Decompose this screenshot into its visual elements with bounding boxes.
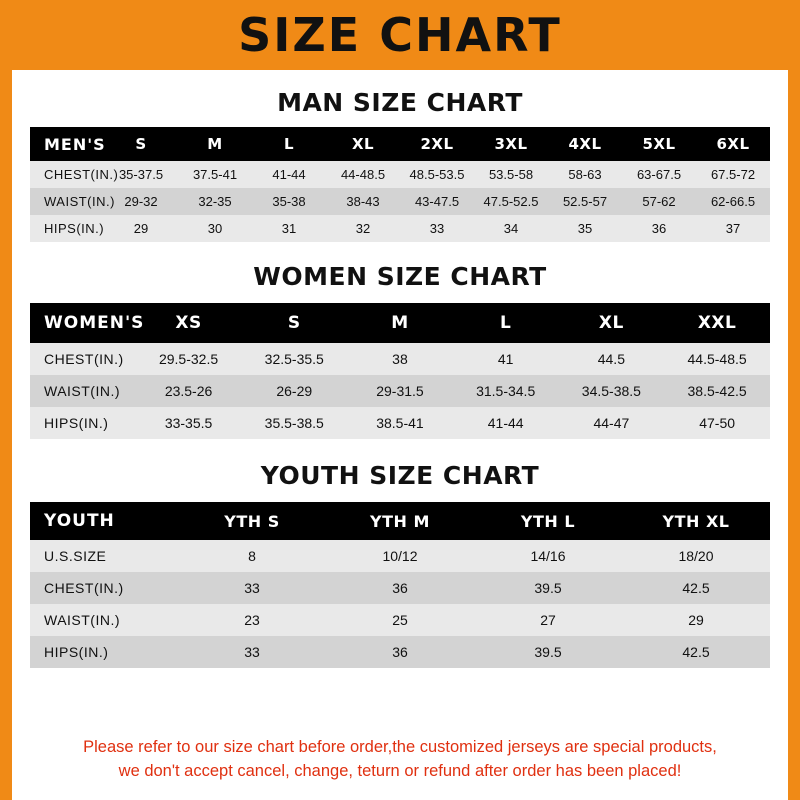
cell: 33-35.5	[164, 415, 213, 431]
footer-note	[30, 722, 770, 800]
cell: 44-47	[593, 415, 630, 431]
cell: 47.5-52.5	[483, 194, 539, 209]
cell: 38-43	[346, 194, 380, 209]
man-header-cell: XL	[351, 135, 375, 153]
cell: 26-29	[276, 383, 313, 399]
youth-header-cell: YOUTH	[44, 511, 115, 531]
row-label: CHEST(IN.)	[44, 167, 119, 182]
cell: 14/16	[530, 548, 566, 564]
man-table-header-row	[30, 127, 770, 161]
cell: 53.5-58	[488, 167, 534, 182]
row-label: WAIST(IN.)	[44, 383, 121, 399]
women-header-cell: WOMEN'S	[44, 313, 145, 333]
cell: 38.5-41	[376, 415, 424, 431]
cell: 36	[651, 221, 667, 236]
cell: 52.5-57	[562, 194, 608, 209]
cell: 33	[429, 221, 445, 236]
youth-header-cell: YTH S	[224, 511, 280, 531]
footer-note-line-1: Please refer to our size chart before order,the customized jerseys are special products,	[83, 738, 717, 757]
table-row	[30, 161, 770, 188]
cell: 37	[725, 221, 741, 236]
cell: 47-50	[699, 415, 736, 431]
cell: 33	[244, 644, 260, 660]
youth-table-header-row	[30, 502, 770, 540]
man-header-cell: 2XL	[420, 135, 454, 153]
youth-section-title: YOUTH SIZE CHART	[260, 461, 540, 490]
man-header-cell: S	[135, 135, 147, 153]
women-header-cell: L	[499, 313, 512, 333]
cell: 38.5-42.5	[687, 383, 747, 399]
cell: 41-44	[487, 415, 524, 431]
cell: 41	[497, 351, 514, 367]
cell: 29-31.5	[376, 383, 424, 399]
table-row	[30, 215, 770, 242]
page-title: SIZE CHART	[238, 8, 562, 62]
row-label: WAIST(IN.)	[44, 612, 121, 628]
cell: 18/20	[678, 548, 714, 564]
cell: 29-32	[124, 194, 158, 209]
youth-header-cell: YTH L	[520, 511, 576, 531]
cell: 31	[281, 221, 297, 236]
cell: 43-47.5	[414, 194, 460, 209]
man-header-cell: 3XL	[494, 135, 528, 153]
cell: 62-66.5	[710, 194, 756, 209]
youth-header-cell: YTH XL	[662, 511, 730, 531]
cell: 44.5-48.5	[687, 351, 747, 367]
cell: 33	[244, 580, 260, 596]
cell: 63-67.5	[636, 167, 682, 182]
cell: 34	[503, 221, 519, 236]
cell: 29	[133, 221, 149, 236]
women-section-title: WOMEN SIZE CHART	[253, 262, 547, 291]
cell: 31.5-34.5	[476, 383, 536, 399]
women-header-cell: XXL	[697, 313, 737, 333]
row-label: CHEST(IN.)	[44, 351, 124, 367]
cell: 36	[392, 644, 408, 660]
cell: 8	[248, 548, 256, 564]
cell: 35	[577, 221, 593, 236]
cell: 23	[244, 612, 260, 628]
women-header-cell: S	[287, 313, 301, 333]
cell: 38	[392, 351, 408, 367]
row-label: HIPS(IN.)	[44, 644, 109, 660]
women-header-cell: XS	[175, 313, 202, 333]
cell: 32-35	[198, 194, 232, 209]
cell: 36	[392, 580, 408, 596]
cell: 32	[355, 221, 371, 236]
cell: 10/12	[382, 548, 418, 564]
women-header-cell: M	[391, 313, 409, 333]
table-row	[30, 375, 770, 407]
cell: 67.5-72	[710, 167, 756, 182]
table-row	[30, 540, 770, 572]
cell: 27	[540, 612, 556, 628]
row-label: HIPS(IN.)	[44, 221, 105, 236]
table-row	[30, 636, 770, 668]
table-row	[30, 343, 770, 375]
table-row	[30, 604, 770, 636]
cell: 44.5	[597, 351, 625, 367]
man-header-cell: 4XL	[568, 135, 602, 153]
cell: 30	[207, 221, 223, 236]
cell: 29	[688, 612, 704, 628]
man-size-table	[30, 127, 770, 242]
content	[12, 70, 788, 800]
youth-header-cell: YTH M	[370, 511, 430, 531]
cell: 48.5-53.5	[409, 167, 465, 182]
cell: 34.5-38.5	[581, 383, 641, 399]
man-section-title: MAN SIZE CHART	[277, 88, 523, 117]
man-header-cell: MEN'S	[44, 134, 106, 154]
man-header-cell: M	[207, 135, 223, 153]
cell: 25	[392, 612, 408, 628]
cell: 35-38	[272, 194, 306, 209]
cell: 35-37.5	[118, 167, 164, 182]
cell: 42.5	[682, 580, 710, 596]
women-table-header-row	[30, 303, 770, 343]
cell: 42.5	[682, 644, 710, 660]
row-label: U.S.SIZE	[44, 548, 107, 564]
banner	[12, 0, 788, 70]
cell: 41-44	[272, 167, 306, 182]
row-label: CHEST(IN.)	[44, 580, 124, 596]
row-label: WAIST(IN.)	[44, 194, 115, 209]
cell: 35.5-38.5	[264, 415, 324, 431]
man-header-cell: L	[283, 135, 295, 153]
women-size-table	[30, 303, 770, 439]
cell: 39.5	[534, 580, 562, 596]
cell: 29.5-32.5	[158, 351, 219, 367]
table-row	[30, 188, 770, 215]
cell: 44-48.5	[340, 167, 386, 182]
man-header-cell: 5XL	[642, 135, 676, 153]
cell: 57-62	[642, 194, 676, 209]
cell: 39.5	[534, 644, 562, 660]
table-row	[30, 407, 770, 439]
row-label: HIPS(IN.)	[44, 415, 109, 431]
cell: 37.5-41	[192, 167, 238, 182]
youth-size-table	[30, 502, 770, 668]
cell: 23.5-26	[164, 383, 213, 399]
cell: 58-63	[568, 167, 602, 182]
cell: 32.5-35.5	[264, 351, 324, 367]
man-header-cell: 6XL	[716, 135, 750, 153]
table-row	[30, 572, 770, 604]
footer-note-line-2: we don't accept cancel, change, teturn or refund after order has been placed!	[118, 762, 682, 781]
women-header-cell: XL	[598, 313, 624, 333]
